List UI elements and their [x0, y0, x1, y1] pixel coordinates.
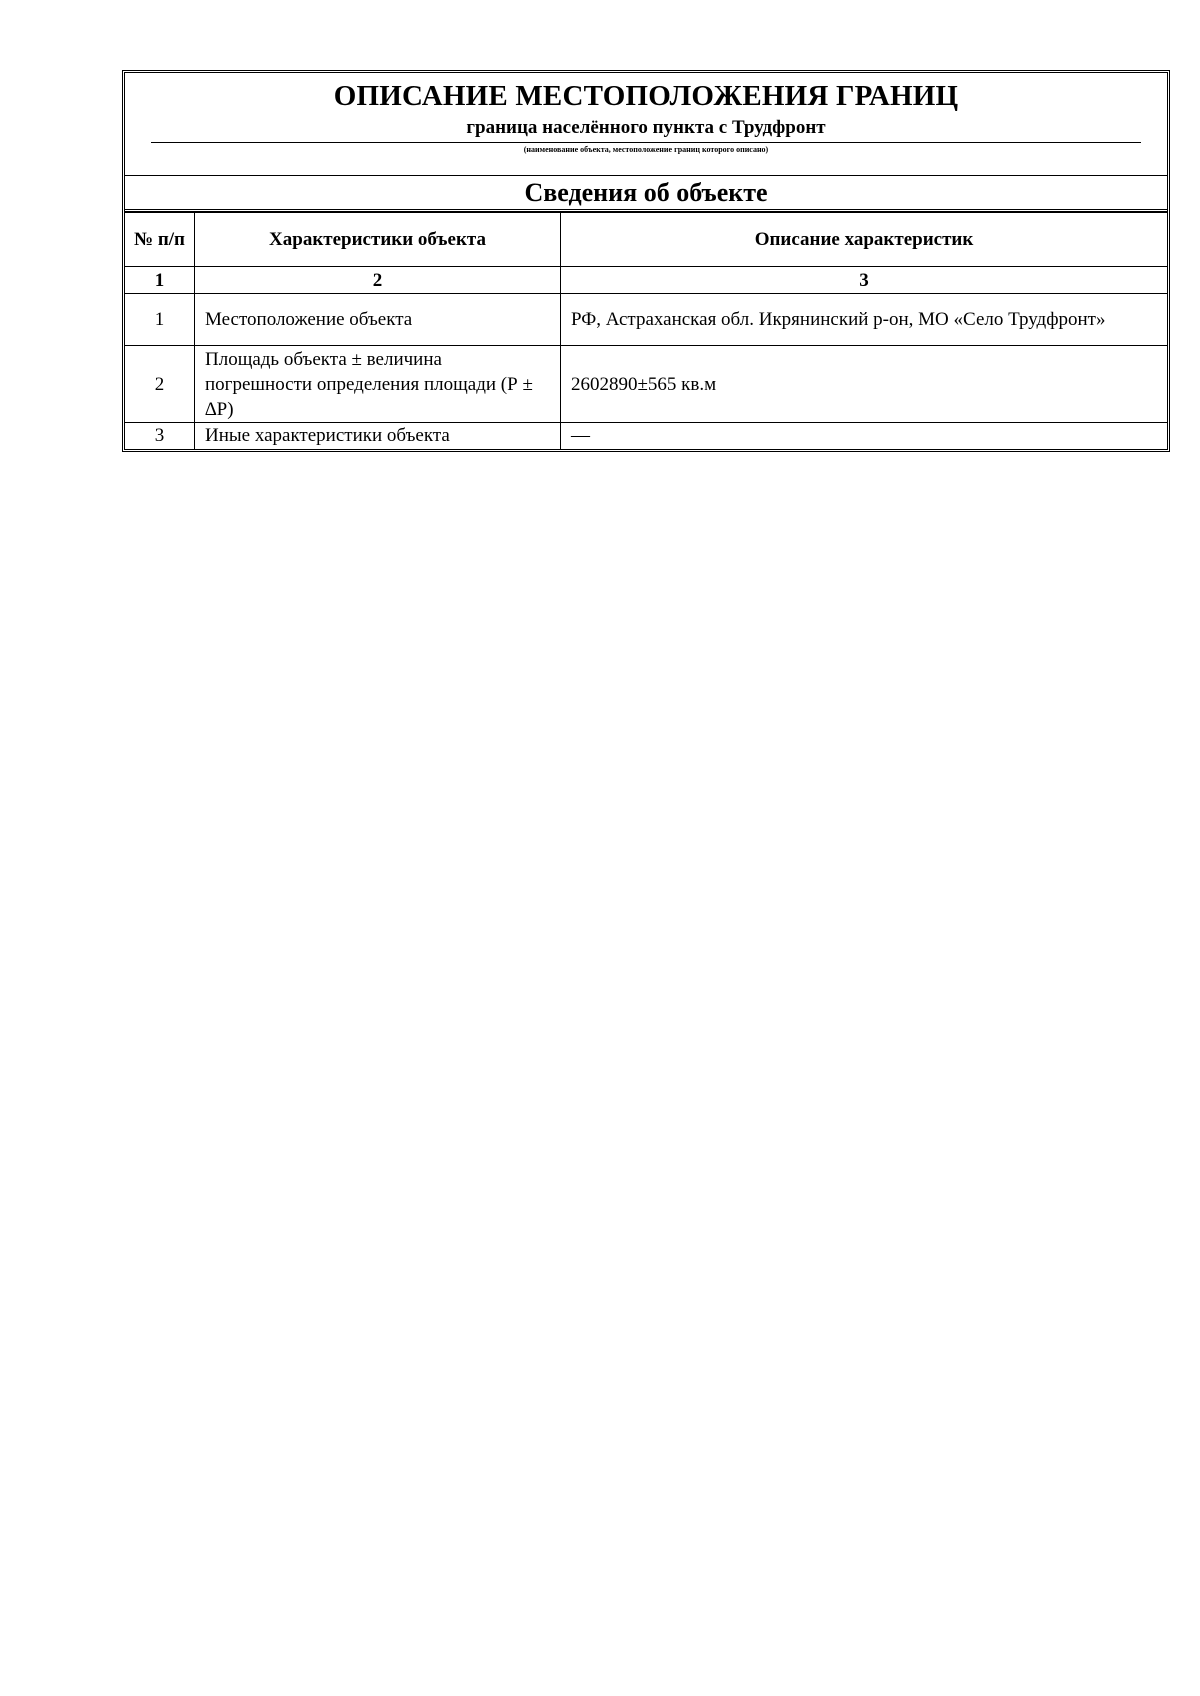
table-row	[125, 346, 1167, 423]
document-title: ОПИСАНИЕ МЕСТОПОЛОЖЕНИЯ ГРАНИЦ	[333, 80, 959, 112]
row-number: 1	[125, 294, 195, 346]
object-name-caption: (наименование объекта, местоположение границ которого описано)	[523, 145, 769, 154]
underline-rule	[151, 142, 1141, 143]
column-number: 2	[195, 267, 561, 294]
row-description: 2602890±565 кв.м	[561, 346, 1168, 423]
document-frame	[122, 70, 1170, 452]
table-row	[125, 294, 1167, 346]
document-header	[125, 73, 1167, 176]
column-header-characteristic: Характеристики объекта	[195, 213, 561, 267]
table-row	[125, 423, 1167, 449]
column-number-row	[125, 267, 1167, 294]
table-header-row	[125, 213, 1167, 267]
row-characteristic: Иные характеристики объекта	[195, 423, 561, 449]
row-characteristic: Площадь объекта ± величина погрешности определения площади (Р ± ∆Р)	[195, 346, 561, 423]
row-description: —	[561, 423, 1168, 449]
row-description: РФ, Астраханская обл. Икрянинский р-он, МО «Село Трудфронт»	[561, 294, 1168, 346]
object-info-table	[125, 212, 1167, 449]
column-header-description: Описание характеристик	[561, 213, 1168, 267]
object-name: граница населённого пункта с Трудфронт	[466, 117, 826, 138]
column-header-number: № п/п	[125, 213, 195, 267]
column-number: 1	[125, 267, 195, 294]
row-number: 3	[125, 423, 195, 449]
row-number: 2	[125, 346, 195, 423]
column-number: 3	[561, 267, 1168, 294]
section-title: Сведения об объекте	[125, 176, 1167, 212]
row-characteristic: Местоположение объекта	[195, 294, 561, 346]
